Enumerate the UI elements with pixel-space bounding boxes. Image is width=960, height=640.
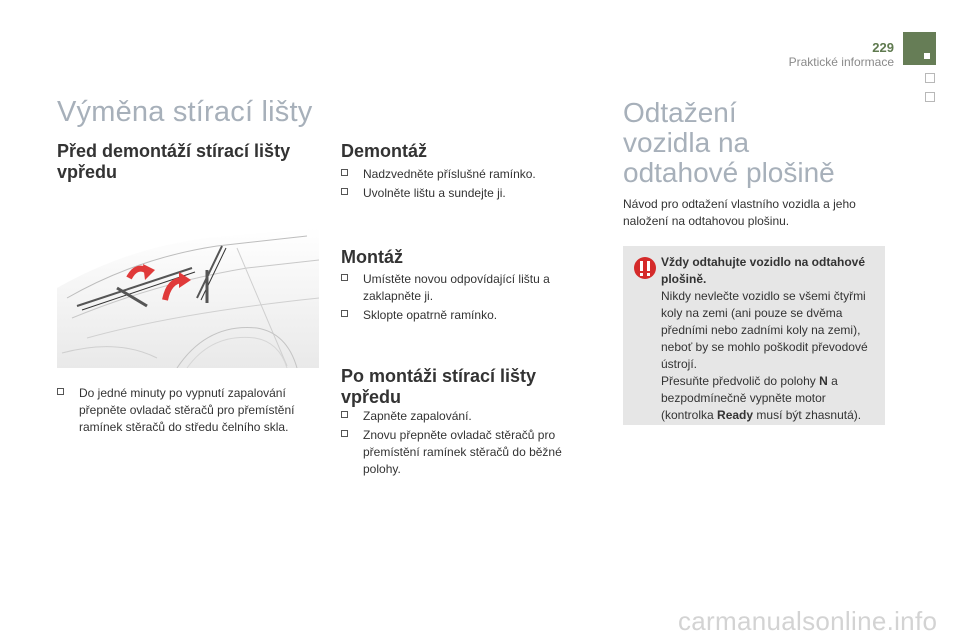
watermark: carmanualsonline.info [678, 606, 938, 636]
towing-title-line3: odtahové plošině [623, 157, 835, 188]
list-item-text: Umístěte novou odpovídající lištu a zaklapněte ji. [363, 272, 550, 303]
list-item-text: Nadzvedněte příslušné ramínko. [363, 167, 536, 181]
left-subheading-line2: vpředu [57, 162, 118, 182]
page-title: Výměna stírací lišty [57, 96, 313, 128]
warning-text [661, 254, 875, 424]
warning-ready-label: Ready [717, 408, 754, 422]
po-montazi-bullets [341, 408, 581, 480]
list-item [341, 185, 591, 202]
list-item-text: Zapněte zapalování. [363, 409, 472, 423]
checkbox-square-icon [341, 169, 348, 176]
warning-paragraph-2 [661, 373, 875, 424]
page-number: 229 [872, 40, 894, 55]
list-item [341, 271, 561, 305]
po-montazi-heading-line2: vpředu [341, 387, 402, 407]
chapter-tab-square-icon [925, 73, 935, 83]
warning-text-part: Přesuňte předvolič do polohy [661, 374, 820, 388]
warning-paragraph-1: Nikdy nevlečte vozidlo se všemi čtyřmi koly na zemi (ani pouze se dvěma předními nebo zadními koly na zemi), neboť by se mohlo poškodit převodové ústrojí. [661, 289, 868, 371]
warning-text-part: musí být zhasnutá). [753, 408, 862, 422]
warning-bold-line: Vždy odtahujte vozidlo na odtahové plošině. [661, 255, 866, 286]
list-item-text: Do jedné minuty po vypnutí zapalování přepněte ovladač stěračů pro přemístění ramínek stěračů do středu čelního skla. [79, 386, 295, 434]
chapter-tab-square-icon [925, 92, 935, 102]
montaz-heading: Montáž [341, 247, 403, 267]
checkbox-square-icon [57, 388, 64, 395]
demontaz-heading: Demontáž [341, 141, 428, 161]
list-item [341, 408, 581, 425]
po-montazi-heading [341, 366, 601, 408]
towing-intro: Návod pro odtažení vlastního vozidla a jeho naložení na odtahovou plošinu. [623, 197, 856, 228]
list-item [57, 385, 307, 436]
list-item-text: Uvolněte lištu a sundejte ji. [363, 186, 506, 200]
towing-title-line2: vozidla na [623, 127, 750, 158]
chapter-tab-active [903, 32, 936, 65]
left-subheading-line1: Před demontáží stírací lišty [57, 141, 291, 161]
left-subheading [57, 141, 327, 183]
demontaz-bullets [341, 166, 591, 204]
checkbox-square-icon [341, 188, 348, 195]
po-montazi-heading-line1: Po montáži stírací lišty [341, 366, 537, 386]
list-item-text: Sklopte opatrně ramínko. [363, 308, 498, 322]
warning-exclamation-icon [631, 254, 659, 282]
wiper-illustration [57, 228, 319, 368]
list-item [341, 166, 591, 183]
section-label: Praktické informace [788, 55, 894, 69]
list-item [341, 307, 561, 324]
checkbox-square-icon [341, 430, 348, 437]
checkbox-square-icon [341, 274, 348, 281]
warning-gear-n: N [819, 374, 828, 388]
warning-text-part: a bezpodmínečně vypněte motor (kontrolka [661, 374, 838, 422]
montaz-bullets [341, 271, 561, 326]
list-item [341, 427, 581, 478]
towing-title [623, 98, 903, 188]
checkbox-square-icon [341, 310, 348, 317]
list-item-text: Znovu přepněte ovladač stěračů pro přemístění ramínek stěračů do běžné polohy. [363, 428, 562, 476]
left-bullets [57, 385, 307, 438]
checkbox-square-icon [341, 411, 348, 418]
warning-box [623, 246, 885, 425]
tab-dot-icon [924, 53, 930, 59]
towing-title-line1: Odtažení [623, 97, 737, 128]
